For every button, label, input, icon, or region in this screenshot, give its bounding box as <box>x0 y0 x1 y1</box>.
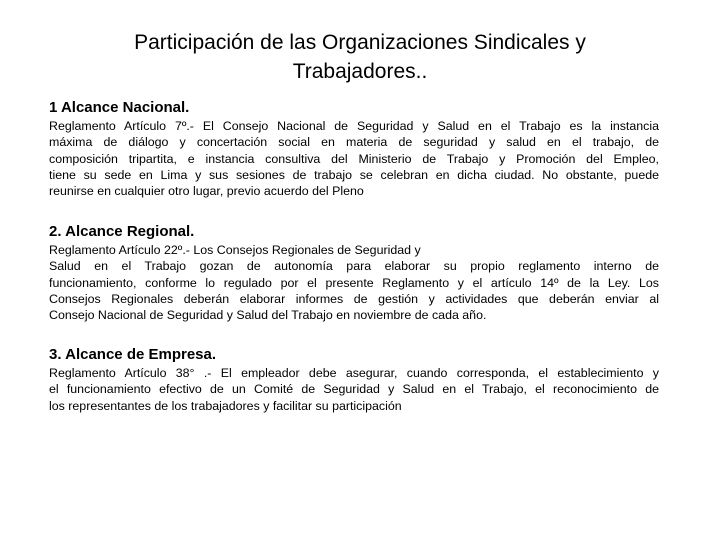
body-line: el funcionamiento efectivo de un Comité de Seguridad y Salud en el Trabajo, el reconocimiento de <box>49 382 659 397</box>
body-line: funcionamiento, conforme lo regulado por el presente Reglamento y el artículo 14º de la Ley. Los <box>49 275 659 290</box>
section-heading: 2. Alcance Regional. <box>49 223 195 240</box>
body-line: Reglamento Artículo 22º.- Los Consejos Regionales de Seguridad y <box>49 243 421 257</box>
body-line: Salud en el Trabajo gozan de autonomía para elaborar su propio reglamento interno de <box>49 259 659 274</box>
body-line: Consejo Nacional de Seguridad y Salud del Trabajo en noviembre de cada año. <box>49 308 487 323</box>
section-alcance-empresa <box>49 345 659 414</box>
body-line: los representantes de los trabajadores y facilitar su participación <box>49 398 402 413</box>
body-line: Reglamento Artículo 38° .- El empleador debe asegurar, cuando corresponda, el establecimiento y <box>49 366 659 380</box>
section-body <box>49 242 659 323</box>
section-body <box>49 365 659 414</box>
page-title: Participación de las Organizaciones Sindicales y Trabajadores.. <box>134 31 586 83</box>
section-alcance-regional <box>49 222 659 323</box>
body-line: tiene su sede en Lima y sus sesiones de trabajo se celebran en dicha ciudad. No obstante, puede <box>49 167 659 182</box>
section-heading: 3. Alcance de Empresa. <box>49 346 217 363</box>
body-line: composición tripartita, e instancia consultiva del Ministerio de Trabajo y Promoción del Empleo, <box>49 151 659 166</box>
body-line: Reglamento Artículo 7º.- El Consejo Nacional de Seguridad y Salud en el Trabajo es la instancia <box>49 119 659 133</box>
body-line: Consejos Regionales deberán elaborar informes de gestión y actividades que deberán enviar al <box>49 291 659 306</box>
section-heading: 1 Alcance Nacional. <box>49 99 190 116</box>
section-body <box>49 118 659 199</box>
body-line: reunirse en cualquier otro lugar, previo acuerdo del Pleno <box>49 184 364 199</box>
section-alcance-nacional <box>49 98 659 199</box>
body-line: máxima de diálogo y concertación social en materia de seguridad y salud en el trabajo, de <box>49 135 659 150</box>
